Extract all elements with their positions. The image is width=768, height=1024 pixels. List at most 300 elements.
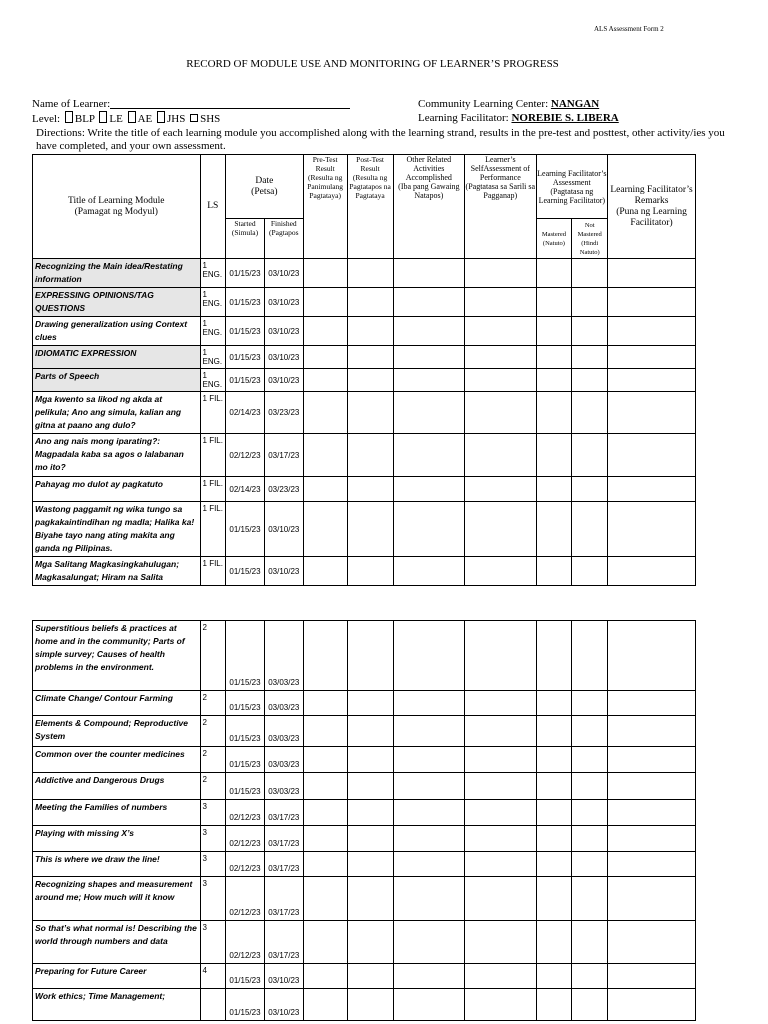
mastered-cell[interactable] — [536, 434, 572, 477]
level-option-shs: SHS — [200, 113, 221, 125]
posttest-cell[interactable] — [347, 800, 393, 826]
remarks-cell[interactable] — [608, 921, 696, 964]
remarks-cell[interactable] — [608, 346, 696, 369]
remarks-cell[interactable] — [608, 989, 696, 1021]
posttest-cell[interactable] — [347, 557, 393, 586]
table-row — [33, 369, 696, 392]
pretest-cell[interactable] — [303, 434, 347, 477]
self-assessment-cell[interactable] — [465, 691, 537, 716]
not-mastered-cell[interactable] — [572, 826, 608, 852]
learner-name-row — [32, 97, 350, 111]
mastered-cell[interactable] — [536, 317, 572, 346]
date-started: 01/15/23 — [226, 557, 265, 586]
other-activities-cell[interactable] — [393, 392, 465, 434]
module-title: Mga kwento sa likod ng akda at pelikula; Ano ang simula, kalian ang gitna at paano ang dulo? — [33, 392, 201, 434]
learner-name-field[interactable] — [110, 97, 350, 109]
table-row — [33, 317, 696, 346]
not-mastered-cell[interactable] — [572, 477, 608, 502]
table-row — [33, 716, 696, 747]
self-assessment-cell[interactable] — [465, 800, 537, 826]
other-activities-cell[interactable] — [393, 557, 465, 586]
date-finished: 03/10/23 — [264, 259, 303, 288]
date-finished: 03/10/23 — [264, 288, 303, 317]
date-started: 02/14/23 — [226, 477, 265, 502]
mastered-cell[interactable] — [536, 346, 572, 369]
learning-strand: 1 FIL. — [200, 477, 226, 502]
date-finished: 03/23/23 — [264, 392, 303, 434]
remarks-cell[interactable] — [608, 621, 696, 691]
other-activities-cell[interactable] — [393, 259, 465, 288]
self-assessment-cell[interactable] — [465, 346, 537, 369]
learning-strand: 2 — [200, 773, 226, 800]
posttest-cell[interactable] — [347, 964, 393, 989]
table-row — [33, 434, 696, 477]
learner-name-label: Name of Learner: — [32, 98, 111, 110]
pretest-cell[interactable] — [303, 502, 347, 557]
learning-strand: 4 — [200, 964, 226, 989]
self-assessment-cell[interactable] — [465, 288, 537, 317]
posttest-cell[interactable] — [347, 877, 393, 921]
self-assessment-cell[interactable] — [465, 259, 537, 288]
date-finished: 03/17/23 — [264, 826, 303, 852]
self-assessment-cell[interactable] — [465, 557, 537, 586]
pretest-cell[interactable] — [303, 691, 347, 716]
pretest-cell[interactable] — [303, 852, 347, 877]
date-started: 02/12/23 — [226, 921, 265, 964]
self-assessment-cell[interactable] — [465, 434, 537, 477]
self-assessment-cell[interactable] — [465, 989, 537, 1021]
module-title: Elements & Compound; Reproductive System — [33, 716, 201, 747]
remarks-cell[interactable] — [608, 557, 696, 586]
other-activities-cell[interactable] — [393, 800, 465, 826]
other-activities-cell[interactable] — [393, 826, 465, 852]
date-finished: 03/17/23 — [264, 877, 303, 921]
remarks-cell[interactable] — [608, 477, 696, 502]
date-finished: 03/17/23 — [264, 852, 303, 877]
date-started: 02/14/23 — [226, 392, 265, 434]
clc-value: NANGAN — [550, 98, 600, 110]
mastered-cell[interactable] — [536, 964, 572, 989]
not-mastered-cell[interactable] — [572, 369, 608, 392]
date-started: 01/15/23 — [226, 317, 265, 346]
not-mastered-cell[interactable] — [572, 747, 608, 773]
table-row — [33, 557, 696, 586]
form-number: ALS Assessment Form 2 — [594, 25, 664, 33]
posttest-cell[interactable] — [347, 921, 393, 964]
other-activities-cell[interactable] — [393, 921, 465, 964]
mastered-cell[interactable] — [536, 557, 572, 586]
module-title: Work ethics; Time Management; — [33, 989, 201, 1021]
date-finished: 03/10/23 — [264, 346, 303, 369]
module-title: Superstitious beliefs & practices at home and in the community; Parts of simple survey; Causes of health problems in the environment. — [33, 621, 201, 691]
level-label: Level: — [32, 113, 61, 125]
date-started: 01/15/23 — [226, 989, 265, 1021]
not-mastered-cell[interactable] — [572, 288, 608, 317]
date-started: 01/15/23 — [226, 346, 265, 369]
self-assessment-cell[interactable] — [465, 964, 537, 989]
table-row — [33, 921, 696, 964]
pretest-cell[interactable] — [303, 317, 347, 346]
posttest-cell[interactable] — [347, 346, 393, 369]
posttest-cell[interactable] — [347, 259, 393, 288]
date-started: 01/15/23 — [226, 747, 265, 773]
col-header-not-mastered: Not Mastered (Hindi Natuto) — [572, 219, 608, 259]
mastered-cell[interactable] — [536, 826, 572, 852]
other-activities-cell[interactable] — [393, 346, 465, 369]
self-assessment-cell[interactable] — [465, 852, 537, 877]
other-activities-cell[interactable] — [393, 477, 465, 502]
pretest-cell[interactable] — [303, 826, 347, 852]
module-title: Preparing for Future Career — [33, 964, 201, 989]
learning-strand: 2 — [200, 716, 226, 747]
col-header-started: Started (Simula) — [226, 219, 265, 259]
level-checkbox-ae[interactable] — [128, 111, 136, 123]
learning-strand: 3 — [200, 800, 226, 826]
mastered-cell[interactable] — [536, 477, 572, 502]
table-row — [33, 691, 696, 716]
pretest-cell[interactable] — [303, 288, 347, 317]
not-mastered-cell[interactable] — [572, 557, 608, 586]
not-mastered-cell[interactable] — [572, 773, 608, 800]
remarks-cell[interactable] — [608, 317, 696, 346]
page-title: RECORD OF MODULE USE AND MONITORING OF LEARNER’S PROGRESS — [186, 58, 559, 70]
other-activities-cell[interactable] — [393, 877, 465, 921]
learning-strand: 3 — [200, 826, 226, 852]
learning-strand: 2 — [200, 747, 226, 773]
module-title: Playing with missing X’s — [33, 826, 201, 852]
date-started: 01/15/23 — [226, 691, 265, 716]
other-activities-cell[interactable] — [393, 747, 465, 773]
posttest-cell[interactable] — [347, 392, 393, 434]
date-started: 01/15/23 — [226, 369, 265, 392]
date-finished: 03/10/23 — [264, 557, 303, 586]
remarks-cell[interactable] — [608, 800, 696, 826]
col-header-lfa: Learning Facilitator’s Assessment (Pagtatasa ng Learning Facilitator) — [536, 155, 608, 219]
mastered-cell[interactable] — [536, 502, 572, 557]
table-row — [33, 259, 696, 288]
pretest-cell[interactable] — [303, 392, 347, 434]
learning-strand: 1 ENG. — [200, 317, 226, 346]
not-mastered-cell[interactable] — [572, 921, 608, 964]
self-assessment-cell[interactable] — [465, 369, 537, 392]
module-title: IDIOMATIC EXPRESSION — [33, 346, 201, 369]
module-title: Meeting the Families of numbers — [33, 800, 201, 826]
pretest-cell[interactable] — [303, 877, 347, 921]
posttest-cell[interactable] — [347, 317, 393, 346]
col-header-remarks: Learning Facilitator’s Remarks (Puna ng Learning Facilitator) — [608, 155, 696, 259]
posttest-cell[interactable] — [347, 989, 393, 1021]
pretest-cell[interactable] — [303, 800, 347, 826]
table-row — [33, 964, 696, 989]
date-finished: 03/03/23 — [264, 773, 303, 800]
table-row — [33, 773, 696, 800]
remarks-cell[interactable] — [608, 369, 696, 392]
learning-strand: 1 ENG. — [200, 369, 226, 392]
directions: Directions: Write the title of each learning module you accomplished along with the learning strand, results in the pre-test and posttest, other activity/ies you have completed, and your own assessment. — [36, 127, 725, 152]
self-assessment-cell[interactable] — [465, 477, 537, 502]
level-checkbox-blp[interactable] — [65, 111, 73, 123]
level-checkbox-jhs[interactable] — [157, 111, 165, 123]
not-mastered-cell[interactable] — [572, 852, 608, 877]
level-row — [32, 111, 220, 126]
module-title: Mga Salitang Magkasingkahulugan; Magkasalungat; Hiram na Salita — [33, 557, 201, 586]
other-activities-cell[interactable] — [393, 434, 465, 477]
remarks-cell[interactable] — [608, 392, 696, 434]
module-title: Parts of Speech — [33, 369, 201, 392]
not-mastered-cell[interactable] — [572, 800, 608, 826]
not-mastered-cell[interactable] — [572, 502, 608, 557]
mastered-cell[interactable] — [536, 288, 572, 317]
level-checkbox-shs[interactable] — [190, 114, 198, 122]
self-assessment-cell[interactable] — [465, 773, 537, 800]
level-option-ae: AE — [137, 113, 153, 125]
module-title: Wastong paggamit ng wika tungo sa pagkakaintindihan ng madla; Halika ka! Biyahe tayo nang ating makita ang ganda ng Pilipinas. — [33, 502, 201, 557]
posttest-cell[interactable] — [347, 852, 393, 877]
mastered-cell[interactable] — [536, 773, 572, 800]
table-row — [33, 288, 696, 317]
col-header-ls: LS — [200, 155, 226, 259]
remarks-cell[interactable] — [608, 773, 696, 800]
mastered-cell[interactable] — [536, 852, 572, 877]
table-row — [33, 477, 696, 502]
other-activities-cell[interactable] — [393, 989, 465, 1021]
other-activities-cell[interactable] — [393, 621, 465, 691]
other-activities-cell[interactable] — [393, 691, 465, 716]
pretest-cell[interactable] — [303, 369, 347, 392]
module-title: Recognizing shapes and measurement around me; How much will it know — [33, 877, 201, 921]
learning-strand: 3 — [200, 852, 226, 877]
learning-strand: 3 — [200, 921, 226, 964]
mastered-cell[interactable] — [536, 691, 572, 716]
date-started: 01/15/23 — [226, 259, 265, 288]
date-started: 02/12/23 — [226, 800, 265, 826]
pretest-cell[interactable] — [303, 964, 347, 989]
not-mastered-cell[interactable] — [572, 259, 608, 288]
pretest-cell[interactable] — [303, 773, 347, 800]
self-assessment-cell[interactable] — [465, 317, 537, 346]
posttest-cell[interactable] — [347, 434, 393, 477]
not-mastered-cell[interactable] — [572, 317, 608, 346]
mastered-cell[interactable] — [536, 369, 572, 392]
pretest-cell[interactable] — [303, 989, 347, 1021]
posttest-cell[interactable] — [347, 477, 393, 502]
learning-strand: 1 ENG. — [200, 346, 226, 369]
date-started: 02/12/23 — [226, 877, 265, 921]
posttest-cell[interactable] — [347, 621, 393, 691]
col-header-finished: Finished (Pagtapos — [264, 219, 303, 259]
table-row — [33, 621, 696, 691]
facilitator-row — [418, 111, 619, 125]
level-option-le: LE — [109, 113, 123, 125]
self-assessment-cell[interactable] — [465, 716, 537, 747]
pretest-cell[interactable] — [303, 747, 347, 773]
not-mastered-cell[interactable] — [572, 964, 608, 989]
module-title: Pahayag mo dulot ay pagkatuto — [33, 477, 201, 502]
pretest-cell[interactable] — [303, 921, 347, 964]
learning-strand: 3 — [200, 877, 226, 921]
not-mastered-cell[interactable] — [572, 346, 608, 369]
col-header-self: Learner’s SelfAssessment of Performance (Pagtatasa sa Sarili sa Pagganap) — [465, 155, 537, 259]
date-started: 02/12/23 — [226, 826, 265, 852]
level-option-jhs: JHS — [167, 113, 186, 125]
clc-row — [418, 97, 599, 111]
mastered-cell[interactable] — [536, 921, 572, 964]
pretest-cell[interactable] — [303, 716, 347, 747]
date-finished: 03/10/23 — [264, 989, 303, 1021]
pretest-cell[interactable] — [303, 477, 347, 502]
date-finished: 03/03/23 — [264, 716, 303, 747]
other-activities-cell[interactable] — [393, 502, 465, 557]
mastered-cell[interactable] — [536, 877, 572, 921]
other-activities-cell[interactable] — [393, 964, 465, 989]
module-title: Climate Change/ Contour Farming — [33, 691, 201, 716]
learning-strand — [200, 989, 226, 1021]
mastered-cell[interactable] — [536, 800, 572, 826]
self-assessment-cell[interactable] — [465, 621, 537, 691]
date-started: 02/12/23 — [226, 852, 265, 877]
date-finished: 03/03/23 — [264, 691, 303, 716]
table-row — [33, 800, 696, 826]
table-row — [33, 852, 696, 877]
remarks-cell[interactable] — [608, 288, 696, 317]
other-activities-cell[interactable] — [393, 716, 465, 747]
other-activities-cell[interactable] — [393, 369, 465, 392]
learning-strand: 1 FIL. — [200, 502, 226, 557]
other-activities-cell[interactable] — [393, 317, 465, 346]
facilitator-label: Learning Facilitator: — [418, 112, 509, 124]
other-activities-cell[interactable] — [393, 773, 465, 800]
date-finished: 03/17/23 — [264, 434, 303, 477]
col-header-pretest: Pre-Test Result (Resulta ng Panimulang Pagtataya) — [303, 155, 347, 259]
module-title: This is where we draw the line! — [33, 852, 201, 877]
remarks-cell[interactable] — [608, 852, 696, 877]
remarks-cell[interactable] — [608, 747, 696, 773]
remarks-cell[interactable] — [608, 691, 696, 716]
date-started: 01/15/23 — [226, 716, 265, 747]
table-row — [33, 392, 696, 434]
self-assessment-cell[interactable] — [465, 392, 537, 434]
self-assessment-cell[interactable] — [465, 921, 537, 964]
mastered-cell[interactable] — [536, 989, 572, 1021]
remarks-cell[interactable] — [608, 259, 696, 288]
col-header-other: Other Related Activities Accomplished (Iba pang Gawaing Natapos) — [393, 155, 465, 259]
col-header-mastered: Mastered (Natuto) — [536, 219, 572, 259]
col-header-date: Date (Petsa) — [226, 155, 304, 219]
posttest-cell[interactable] — [347, 502, 393, 557]
clc-label: Community Learning Center: — [418, 98, 549, 110]
posttest-cell[interactable] — [347, 747, 393, 773]
learning-strand: 1 FIL. — [200, 557, 226, 586]
level-checkbox-le[interactable] — [99, 111, 107, 123]
module-title: So that’s what normal is! Describing the world through numbers and data — [33, 921, 201, 964]
remarks-cell[interactable] — [608, 434, 696, 477]
date-finished: 03/10/23 — [264, 369, 303, 392]
table-row — [33, 747, 696, 773]
date-finished: 03/23/23 — [264, 477, 303, 502]
module-table-page1 — [32, 154, 696, 586]
not-mastered-cell[interactable] — [572, 691, 608, 716]
date-finished: 03/03/23 — [264, 621, 303, 691]
date-finished: 03/10/23 — [264, 964, 303, 989]
date-finished: 03/17/23 — [264, 800, 303, 826]
date-started: 01/15/23 — [226, 502, 265, 557]
pretest-cell[interactable] — [303, 621, 347, 691]
module-title: Recognizing the Main idea/Restating information — [33, 259, 201, 288]
table-row — [33, 989, 696, 1021]
self-assessment-cell[interactable] — [465, 877, 537, 921]
remarks-cell[interactable] — [608, 877, 696, 921]
module-title: Common over the counter medicines — [33, 747, 201, 773]
date-started: 01/15/23 — [226, 964, 265, 989]
date-finished: 03/17/23 — [264, 921, 303, 964]
not-mastered-cell[interactable] — [572, 621, 608, 691]
posttest-cell[interactable] — [347, 773, 393, 800]
date-started: 02/12/23 — [226, 434, 265, 477]
posttest-cell[interactable] — [347, 716, 393, 747]
remarks-cell[interactable] — [608, 964, 696, 989]
learning-strand: 1 FIL. — [200, 392, 226, 434]
self-assessment-cell[interactable] — [465, 502, 537, 557]
pretest-cell[interactable] — [303, 557, 347, 586]
not-mastered-cell[interactable] — [572, 392, 608, 434]
table-row — [33, 502, 696, 557]
other-activities-cell[interactable] — [393, 288, 465, 317]
module-title: Drawing generalization using Context clues — [33, 317, 201, 346]
date-started: 01/15/23 — [226, 621, 265, 691]
other-activities-cell[interactable] — [393, 852, 465, 877]
posttest-cell[interactable] — [347, 369, 393, 392]
posttest-cell[interactable] — [347, 288, 393, 317]
module-table-page2 — [32, 620, 696, 1021]
learning-strand: 2 — [200, 691, 226, 716]
module-title: EXPRESSING OPINIONS/TAG QUESTIONS — [33, 288, 201, 317]
not-mastered-cell[interactable] — [572, 877, 608, 921]
pretest-cell[interactable] — [303, 346, 347, 369]
self-assessment-cell[interactable] — [465, 826, 537, 852]
mastered-cell[interactable] — [536, 747, 572, 773]
learning-strand: 1 ENG. — [200, 259, 226, 288]
col-header-title: Title of Learning Module (Pamagat ng Modyul) — [33, 155, 201, 259]
date-started: 01/15/23 — [226, 288, 265, 317]
facilitator-value: NOREBIE S. LIBERA — [511, 112, 619, 124]
module-title: Ano ang nais mong iparating?: Magpadala kaba sa agos o lalabanan mo ito? — [33, 434, 201, 477]
level-option-blp: BLP — [74, 113, 95, 125]
mastered-cell[interactable] — [536, 392, 572, 434]
table-row — [33, 346, 696, 369]
date-finished: 03/03/23 — [264, 747, 303, 773]
remarks-cell[interactable] — [608, 826, 696, 852]
table-row — [33, 877, 696, 921]
date-started: 01/15/23 — [226, 773, 265, 800]
mastered-cell[interactable] — [536, 621, 572, 691]
remarks-cell[interactable] — [608, 716, 696, 747]
not-mastered-cell[interactable] — [572, 434, 608, 477]
mastered-cell[interactable] — [536, 259, 572, 288]
not-mastered-cell[interactable] — [572, 716, 608, 747]
pretest-cell[interactable] — [303, 259, 347, 288]
learning-strand: 1 ENG. — [200, 288, 226, 317]
remarks-cell[interactable] — [608, 502, 696, 557]
date-finished: 03/10/23 — [264, 317, 303, 346]
posttest-cell[interactable] — [347, 691, 393, 716]
table-row — [33, 826, 696, 852]
posttest-cell[interactable] — [347, 826, 393, 852]
date-finished: 03/10/23 — [264, 502, 303, 557]
mastered-cell[interactable] — [536, 716, 572, 747]
not-mastered-cell[interactable] — [572, 989, 608, 1021]
learning-strand: 2 — [200, 621, 226, 691]
self-assessment-cell[interactable] — [465, 747, 537, 773]
